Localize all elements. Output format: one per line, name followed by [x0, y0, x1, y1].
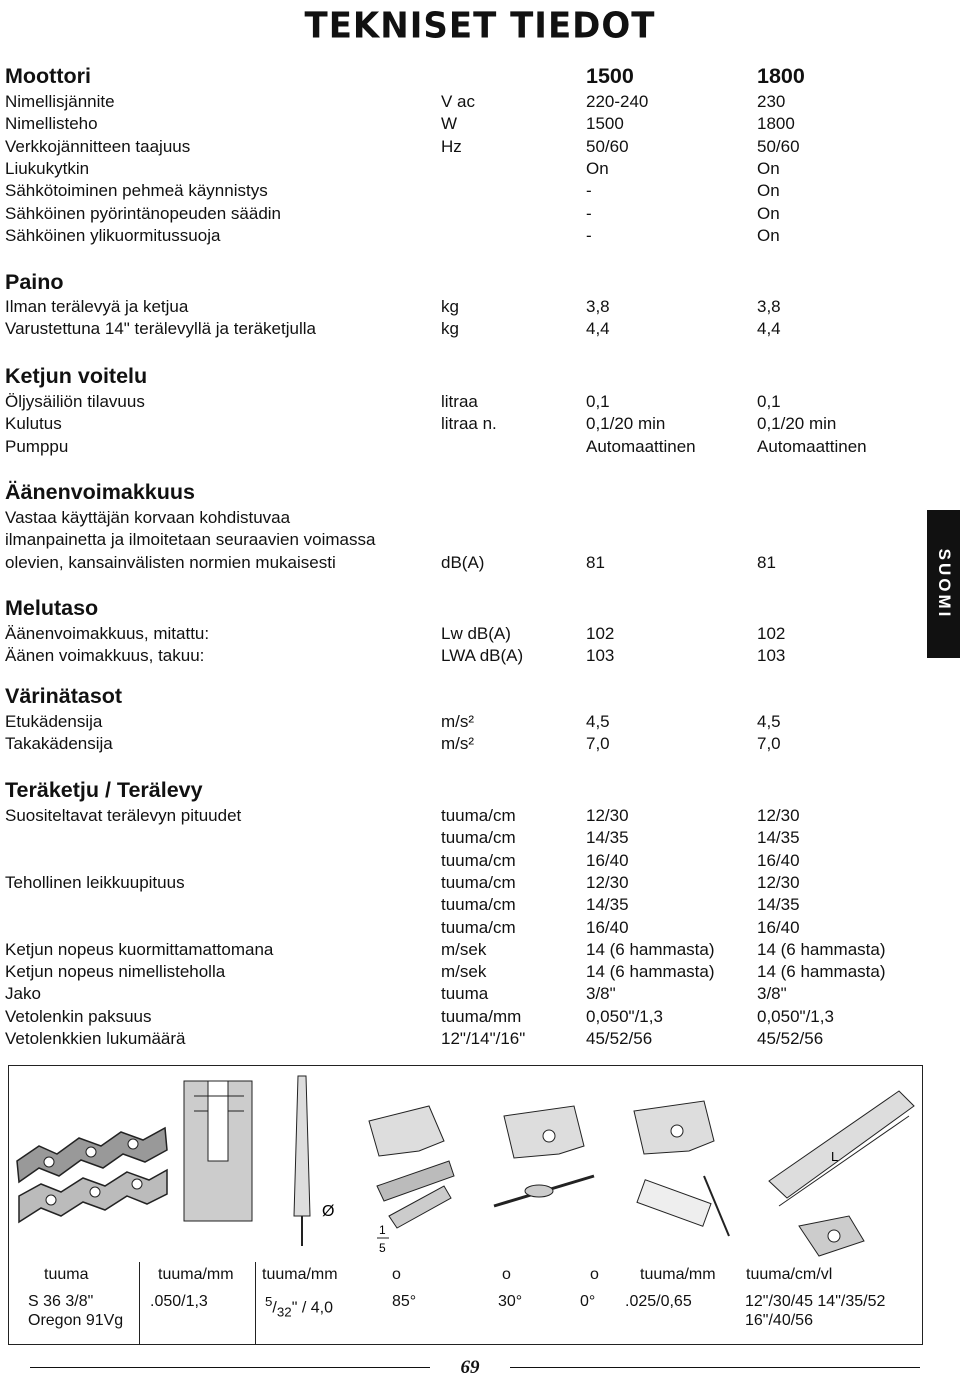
- depth-gauge-illustration: [609, 1066, 739, 1262]
- spec-value-1500: 102: [586, 624, 615, 643]
- spec-label: Nimellisjännite: [5, 92, 115, 111]
- fig-header-gauge: tuuma/mm: [158, 1266, 234, 1283]
- footer-rule-left: [30, 1367, 430, 1368]
- spec-row: [5, 624, 935, 646]
- spec-value-1800: 4,4: [757, 319, 781, 339]
- language-tab: [927, 510, 960, 658]
- spec-value-1500: 103: [586, 646, 615, 666]
- fraction-numerator: 1: [379, 1223, 386, 1237]
- spec-value-1500: 14 (6 hammasta): [586, 962, 715, 982]
- spec-value-1800: 103: [757, 646, 786, 666]
- diameter-symbol: Ø: [322, 1203, 335, 1220]
- fig-header-angle1: o: [392, 1266, 401, 1283]
- spec-row: [5, 806, 935, 828]
- spec-label: Takakädensija: [5, 734, 113, 754]
- guide-bar-illustration: [739, 1066, 924, 1262]
- spec-unit: kg: [441, 297, 459, 316]
- file-value: $^5/_{32}$" / 4,0: [265, 1294, 333, 1320]
- spec-value-1800: On: [757, 225, 780, 245]
- spec-unit: m/sek: [441, 962, 487, 982]
- fig-header-depth: tuuma/mm: [640, 1266, 716, 1283]
- spec-row: [5, 646, 935, 668]
- spec-row: [5, 437, 935, 459]
- spec-value-1500: 16/40: [586, 850, 629, 870]
- spec-value-1500: 14 (6 hammasta): [586, 939, 715, 959]
- gauge-value: .050/1,3: [150, 1293, 208, 1310]
- spec-unit: tuuma/cm: [441, 850, 516, 870]
- spec-row: [5, 712, 935, 734]
- bar-value-line2: 16"/40/56: [745, 1312, 813, 1329]
- spec-value-1800: On: [757, 203, 780, 223]
- fig-header-angle2: o: [502, 1266, 511, 1283]
- angle2-value: 30°: [498, 1293, 523, 1310]
- round-file-illustration: [264, 1066, 349, 1262]
- spec-value-1800: 14/35: [757, 895, 800, 915]
- column-header: 1800: [757, 64, 805, 88]
- chain-type-line1: S 36 3/8": [28, 1293, 94, 1310]
- spec-label: Sähköinen ylikuormitussuoja: [5, 225, 221, 245]
- spec-unit: Lw dB(A): [441, 624, 511, 643]
- spec-value-1500: 0,1/20 min: [586, 414, 666, 434]
- spec-row: [5, 851, 935, 873]
- fraction-denominator: 5: [379, 1241, 386, 1255]
- spec-label: Ketjun nopeus kuormittamattomana: [5, 939, 274, 959]
- spec-unit: tuuma/cm: [441, 872, 516, 892]
- spec-value-1800: 12/30: [757, 872, 800, 892]
- spec-row: [5, 873, 935, 895]
- file-den: 32: [276, 1304, 292, 1320]
- spec-label: Pumppu: [5, 436, 69, 456]
- spec-unit: m/sek: [441, 939, 487, 959]
- spec-value-1800: 81: [757, 552, 776, 572]
- spec-row: [5, 1007, 935, 1029]
- spec-label: Liukukytkin: [5, 158, 90, 178]
- spec-unit: tuuma: [441, 984, 489, 1004]
- spec-row: [5, 984, 935, 1006]
- spec-unit: V ac: [441, 92, 476, 111]
- spec-value-1500: 7,0: [586, 734, 610, 754]
- spec-row: [5, 940, 935, 962]
- fig-header-file: tuuma/mm: [262, 1266, 338, 1283]
- section-title-varina: Värinätasot: [5, 684, 123, 708]
- spec-value-1800: 1800: [757, 114, 795, 134]
- spec-row: [5, 204, 935, 226]
- fig-header-angle3: o: [590, 1266, 599, 1283]
- spec-value-1500: 3,8: [586, 297, 610, 316]
- spec-value-1800: 3/8": [757, 984, 787, 1004]
- bar-value: [745, 1292, 885, 1330]
- spec-value-1500: 0,1: [586, 392, 610, 411]
- spec-row: [5, 226, 935, 248]
- spec-unit: tuuma/cm: [441, 806, 516, 825]
- spec-row: [5, 508, 935, 530]
- spec-value-1800: 4,5: [757, 712, 781, 731]
- gauge-illustration: [174, 1066, 264, 1262]
- spec-value-1500: 14/35: [586, 828, 629, 848]
- section-title-paino: Paino: [5, 270, 64, 294]
- spec-label: Äänen voimakkuus, takuu:: [5, 646, 205, 666]
- spec-value-1800: 102: [757, 624, 786, 643]
- column-separator: [255, 1262, 256, 1345]
- spec-label: Äänenvoimakkuus, mitattu:: [5, 624, 210, 643]
- fig-header-bar: tuuma/cm/vl: [746, 1266, 833, 1283]
- spec-unit: LWA dB(A): [441, 646, 524, 666]
- spec-unit: Hz: [441, 136, 462, 156]
- spec-value-1500: Automaattinen: [586, 436, 696, 456]
- spec-value-1800: 230: [757, 92, 786, 111]
- file-angle-illustration: [349, 1066, 479, 1262]
- spec-row: [5, 962, 935, 984]
- spec-label: Sähkötoiminen pehmeä käynnistys: [5, 181, 268, 201]
- angle3-value: 0°: [580, 1293, 596, 1310]
- spec-value-1800: On: [757, 181, 780, 201]
- spec-unit: tuuma/mm: [441, 1006, 522, 1026]
- spec-label: Tehollinen leikkuupituus: [5, 872, 185, 892]
- spec-value-1800: 14/35: [757, 828, 800, 848]
- footer-rule-right: [510, 1367, 920, 1368]
- spec-unit: tuuma/cm: [441, 895, 516, 915]
- spec-value-1500: On: [586, 158, 609, 178]
- spec-value-1500: 45/52/56: [586, 1029, 653, 1048]
- spec-value-1500: 14/35: [586, 895, 629, 915]
- section-title-melutaso: Melutaso: [5, 596, 99, 620]
- spec-row: [5, 137, 935, 159]
- spec-value-1800: 50/60: [757, 136, 800, 156]
- spec-unit: tuuma/cm: [441, 917, 516, 937]
- spec-value-1800: 45/52/56: [757, 1029, 824, 1048]
- page-title: TEKNISET TIEDOT: [304, 5, 656, 47]
- spec-value-1500: 50/60: [586, 136, 629, 156]
- spec-label: olevien, kansainvälisten normien mukaisesti: [5, 552, 336, 572]
- spec-value-1500: 3/8": [586, 984, 616, 1004]
- spec-label: Öljysäiliön tilavuus: [5, 392, 145, 411]
- spec-value-1500: 220-240: [586, 92, 649, 111]
- bar-length-label: L: [831, 1149, 839, 1164]
- spec-value-1800: 0,050"/1,3: [757, 1006, 834, 1026]
- spec-row: [5, 92, 935, 114]
- spec-label: Jako: [5, 984, 41, 1004]
- spec-label: Varustettuna 14" terälevyllä ja teräketjulla: [5, 319, 316, 339]
- spec-value-1500: 4,5: [586, 712, 610, 731]
- spec-label: Vetolenkkien lukumäärä: [5, 1029, 186, 1048]
- spec-row: [5, 530, 935, 552]
- angle1-value: 85°: [392, 1293, 417, 1310]
- column-separator: [139, 1262, 140, 1345]
- spec-row: [5, 181, 935, 203]
- spec-row: [5, 918, 935, 940]
- spec-unit: dB(A): [441, 552, 485, 572]
- spec-label: Sähköinen pyörintänopeuden säädin: [5, 203, 282, 223]
- page-number: 69: [460, 1357, 480, 1378]
- spec-label: Vastaa käyttäjän korvaan kohdistuvaa: [5, 508, 291, 527]
- spec-value-1800: 12/30: [757, 806, 800, 825]
- spec-value-1800: 14 (6 hammasta): [757, 939, 886, 959]
- spec-row: [5, 734, 935, 756]
- spec-row: [5, 1029, 935, 1051]
- chain-type-line2: Oregon 91Vg: [28, 1312, 124, 1329]
- chain-type: [28, 1292, 123, 1330]
- spec-row: [5, 553, 935, 575]
- spec-row: [5, 414, 935, 436]
- spec-unit: kg: [441, 319, 459, 339]
- spec-value-1800: 3,8: [757, 297, 781, 316]
- spec-value-1800: On: [757, 158, 780, 178]
- spec-value-1800: 16/40: [757, 850, 800, 870]
- spec-value-1500: 12/30: [586, 806, 629, 825]
- spec-value-1500: 16/40: [586, 917, 629, 937]
- spec-label: Ketjun nopeus nimellisteholla: [5, 962, 226, 982]
- column-header: 1500: [586, 64, 634, 88]
- fig-header-pitch: tuuma: [44, 1266, 89, 1283]
- spec-row: [5, 895, 935, 917]
- spec-value-1500: 0,050"/1,3: [586, 1006, 663, 1026]
- spec-value-1800: 14 (6 hammasta): [757, 962, 886, 982]
- spec-value-1500: 4,4: [586, 319, 610, 339]
- spec-row: [5, 828, 935, 850]
- spec-row: [5, 114, 935, 136]
- spec-value-1500: 1500: [586, 114, 624, 134]
- spec-unit: m/s²: [441, 734, 475, 754]
- depth-value: .025/0,65: [625, 1293, 692, 1310]
- spec-label: Verkkojännitteen taajuus: [5, 136, 191, 156]
- file-rest: " / 4,0: [291, 1299, 333, 1317]
- spec-label: Etukädensija: [5, 712, 103, 731]
- spec-unit: litraa n.: [441, 414, 497, 434]
- spec-label: Ilman terälevyä ja ketjua: [5, 297, 189, 316]
- section-title-voitelu: Ketjun voitelu: [5, 364, 148, 388]
- spec-row: [5, 392, 935, 414]
- bar-value-line1: 12"/30/45 14"/35/52: [745, 1293, 886, 1310]
- spec-label: ilmanpainetta ja ilmoitetaan seuraavien voimassa: [5, 530, 376, 550]
- spec-unit: 12"/14"/16": [441, 1029, 526, 1048]
- spec-value-1800: 0,1/20 min: [757, 414, 837, 434]
- saw-chain-illustration: [9, 1066, 174, 1262]
- spec-label: Nimellisteho: [5, 114, 98, 134]
- section-title-aani: Äänenvoimakkuus: [5, 480, 195, 504]
- spec-value-1500: -: [586, 225, 592, 245]
- file-num: 5: [265, 1294, 273, 1309]
- spec-row: [5, 319, 935, 341]
- spec-row: [5, 297, 935, 319]
- section-title-moottori: Moottori 1500 1800: [5, 64, 805, 88]
- spec-unit: tuuma/cm: [441, 828, 516, 848]
- spec-value-1500: 12/30: [586, 872, 629, 892]
- spec-label: Kulutus: [5, 414, 62, 434]
- spec-value-1500: 81: [586, 552, 605, 572]
- spec-value-1500: -: [586, 203, 592, 223]
- spec-value-1800: 0,1: [757, 392, 781, 411]
- spec-value-1800: 16/40: [757, 917, 800, 937]
- section-title-teraketju: Teräketju / Terälevy: [5, 778, 203, 802]
- spec-row: [5, 159, 935, 181]
- spec-value-1500: -: [586, 181, 592, 201]
- top-plate-angle-illustration: [479, 1066, 609, 1262]
- spec-unit: m/s²: [441, 712, 475, 731]
- spec-unit: litraa: [441, 392, 478, 411]
- spec-label: Suositeltavat terälevyn pituudet: [5, 806, 242, 825]
- spec-unit: W: [441, 114, 458, 134]
- spec-value-1800: 7,0: [757, 734, 781, 754]
- language-tab-label: SUOMI: [934, 548, 954, 620]
- spec-value-1800: Automaattinen: [757, 436, 867, 456]
- spec-label: Vetolenkin paksuus: [5, 1006, 152, 1026]
